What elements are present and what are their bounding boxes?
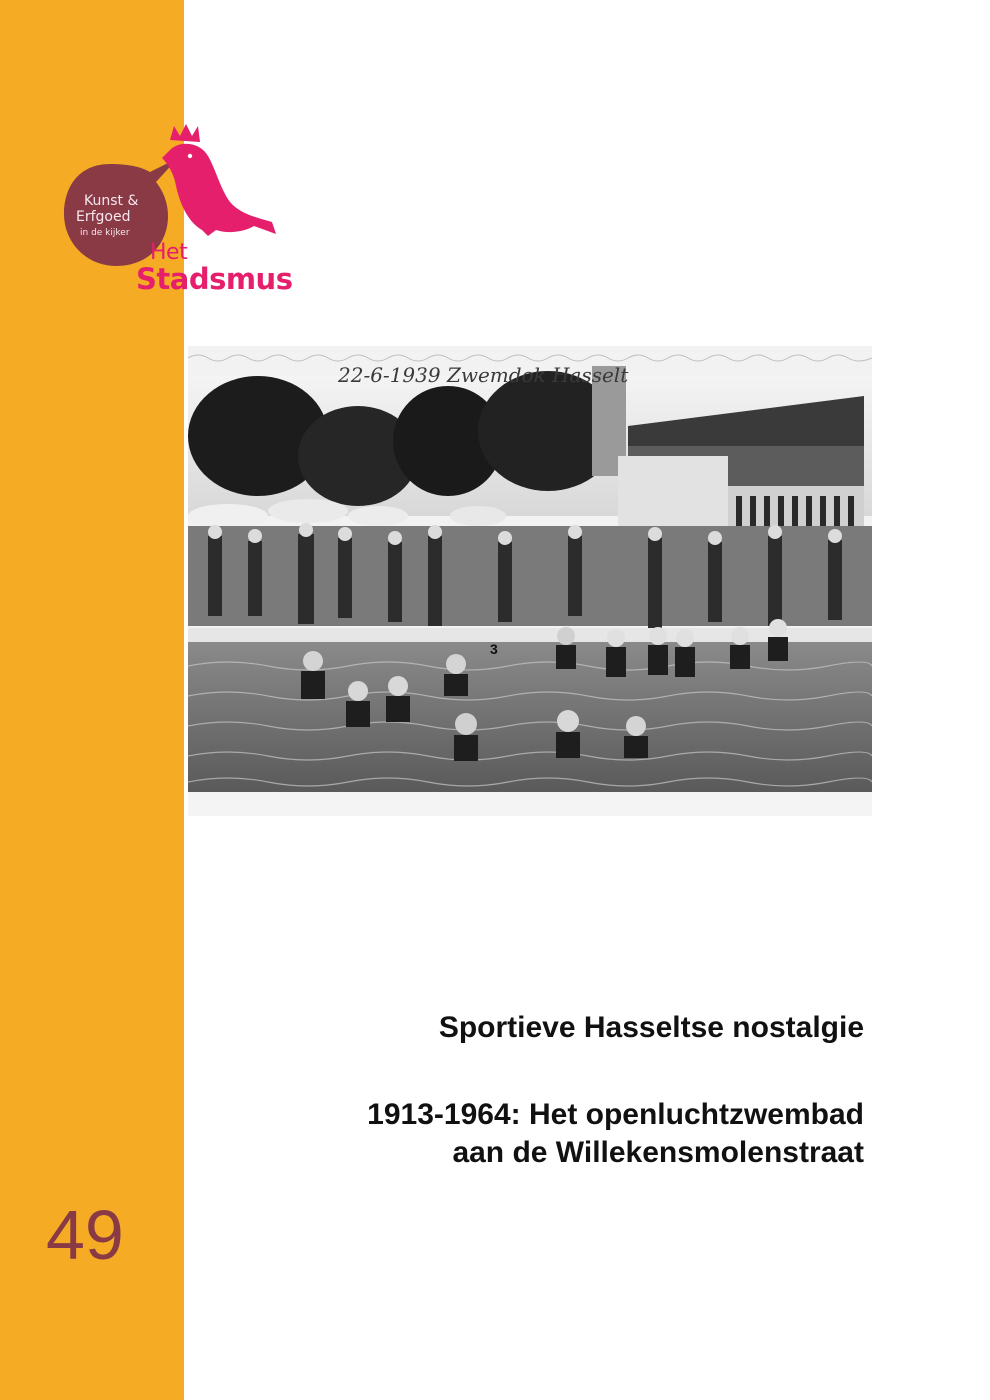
logo-het: Het: [150, 240, 188, 265]
historic-swimming-pool-photo: [188, 346, 872, 816]
logo-bubble-line-2: Erfgoed: [76, 209, 131, 225]
logo-stadsmus: Stadsmus: [136, 262, 293, 296]
photo-handwritten-caption: 22-6-1939 Zwemdok Hasselt: [338, 363, 629, 387]
main-title: [224, 1096, 864, 1172]
logo-bubble-line-3: in de kijker: [80, 228, 130, 238]
logo-bubble-line-1: Kunst &: [84, 193, 139, 209]
title-block: [224, 1010, 864, 1172]
photo-lane-marker: 3: [490, 641, 498, 657]
issue-number: 49: [46, 1196, 124, 1274]
series-title: Sportieve Hasseltse nostalgie: [438, 1011, 864, 1044]
main-title-line-1: 1913-1964: Het openluchtzwembad: [367, 1098, 864, 1131]
stadsmus-logo: [58, 118, 318, 303]
main-title-line-2: aan de Willekensmolenstraat: [452, 1136, 864, 1169]
